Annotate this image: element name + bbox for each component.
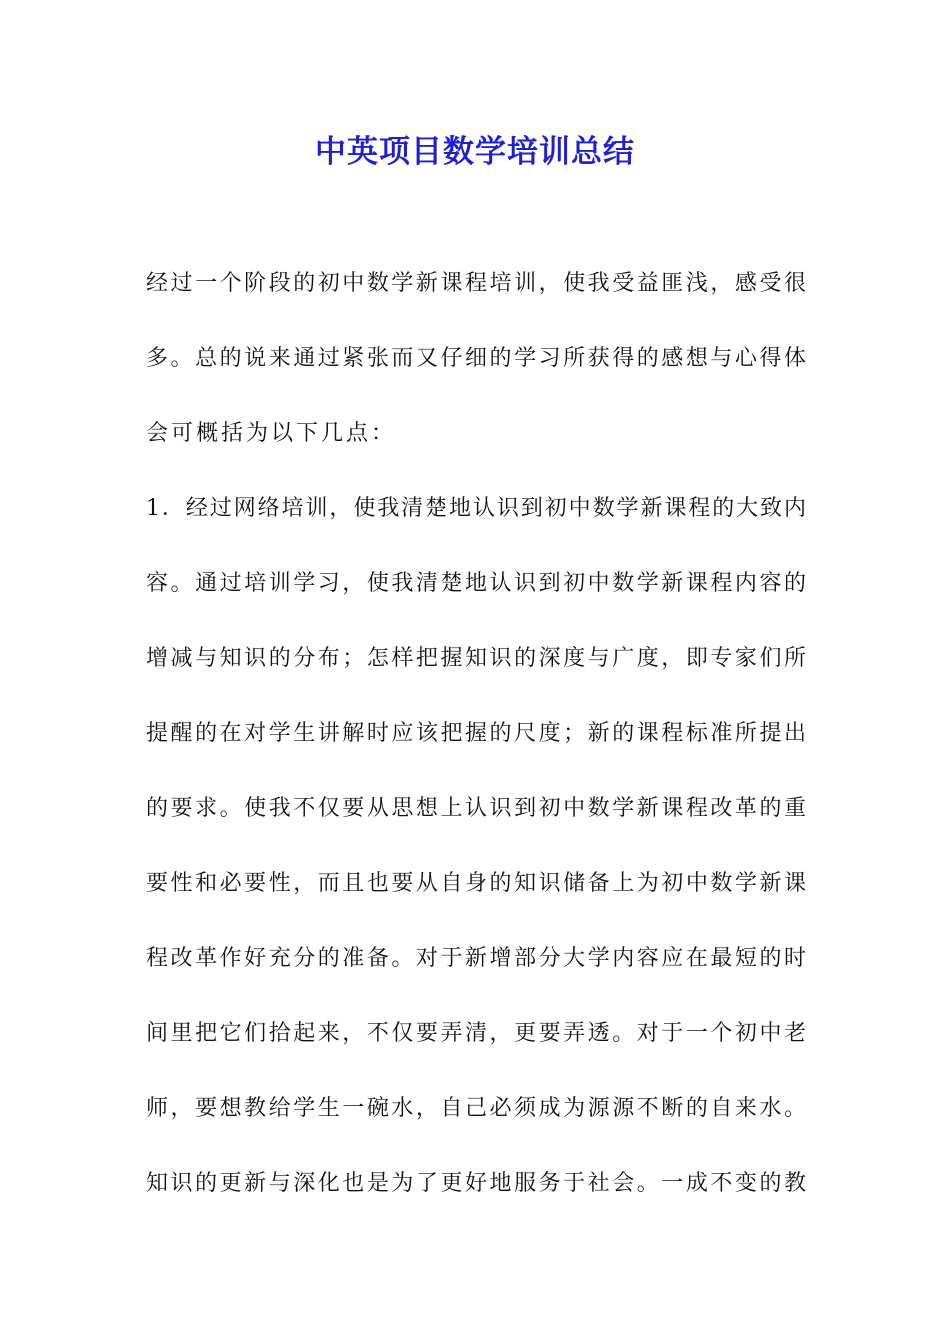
paragraph-line-6: 增减与知识的分布；怎样把握知识的深度与广度，即专家们所 — [146, 646, 806, 671]
paragraph-line-11: 间里把它们拾起来，不仅要弄清，更要弄透。对于一个初中老 — [146, 1021, 806, 1046]
paragraph-line-7: 提醒的在对学生讲解时应该把握的尺度；新的课程标准所提出 — [146, 721, 806, 746]
paragraph-line-13: 知识的更新与深化也是为了更好地服务于社会。一成不变的教 — [146, 1171, 806, 1196]
paragraph-line-8: 的要求。使我不仅要从思想上认识到初中数学新课程改革的重 — [146, 796, 806, 821]
paragraph-line-12: 师，要想教给学生一碗水，自己必须成为源源不断的自来水。 — [146, 1096, 806, 1121]
paragraph-line-5: 容。通过培训学习，使我清楚地认识到初中数学新课程内容的 — [146, 571, 806, 596]
paragraph-line-10: 程改革作好充分的准备。对于新增部分大学内容应在最短的时 — [146, 946, 806, 971]
paragraph-line-1: 经过一个阶段的初中数学新课程培训，使我受益匪浅，感受很 — [146, 271, 806, 296]
paragraph-line-9: 要性和必要性，而且也要从自身的知识储备上为初中数学新课 — [146, 871, 806, 896]
document-title: 中英项目数学培训总结 — [315, 134, 635, 170]
paragraph-line-2: 多。总的说来通过紧张而又仔细的学习所获得的感想与心得体 — [146, 346, 806, 371]
paragraph-line-4: 1．经过网络培训，使我清楚地认识到初中数学新课程的大致内 — [146, 496, 806, 521]
paragraph-line-3: 会可概括为以下几点： — [146, 421, 397, 446]
